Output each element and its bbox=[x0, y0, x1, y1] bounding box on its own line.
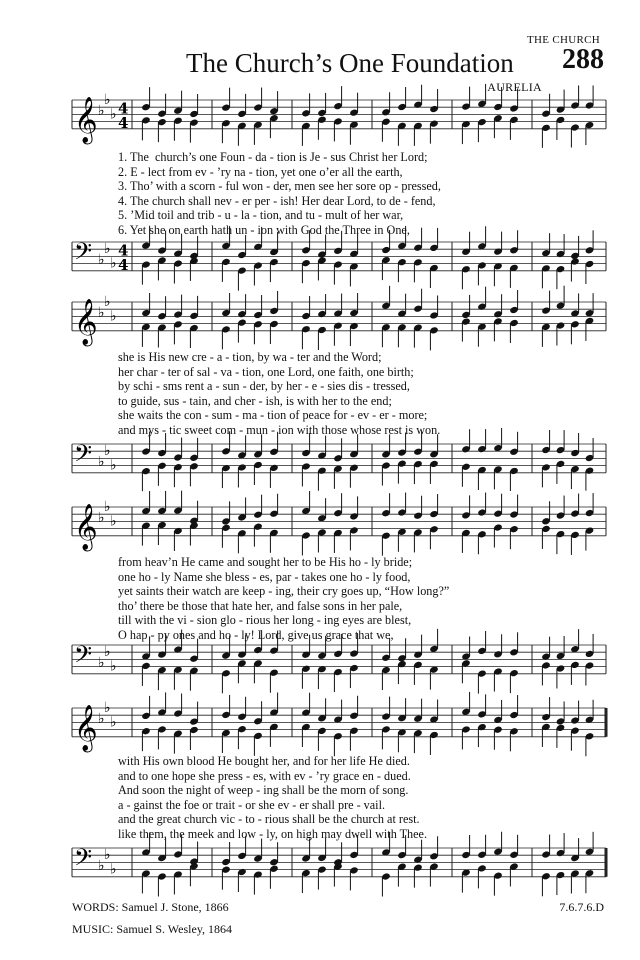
lyric-line: O hap - py ones and ho - ly! Lord, give us grace that we, bbox=[118, 627, 394, 642]
time-signature: 4 bbox=[118, 99, 129, 118]
lyrics-block bbox=[118, 350, 608, 438]
flat-icon: ♭ bbox=[104, 294, 111, 310]
flat-icon: ♭ bbox=[110, 308, 117, 325]
lyric-line: like them, the meek and low - ly, on high may dwell with Thee. bbox=[118, 826, 428, 841]
lyric-line: 2. E - lect from ev - ’ry na - tion, yet one o’er all the earth, bbox=[118, 164, 403, 179]
music-system-3 bbox=[72, 497, 608, 702]
hymn-number: 288 bbox=[562, 44, 604, 75]
lyric-line: 6. Yet she on earth hath un - ion with God the Three in One, bbox=[118, 222, 410, 237]
bass-clef-icon: 𝄢 bbox=[74, 843, 93, 877]
flat-icon: ♭ bbox=[98, 509, 105, 526]
lyric-line: a - gainst the foe or trait - or she ev - er shall pre - vail. bbox=[118, 797, 386, 812]
bass-clef-icon: 𝄢 bbox=[74, 640, 93, 674]
flat-icon: ♭ bbox=[98, 252, 105, 268]
flat-icon: ♭ bbox=[110, 457, 117, 474]
lyric-line: to guide, sus - tain, and cher - ish, is with her to the end; bbox=[118, 393, 392, 408]
flat-icon: ♭ bbox=[104, 847, 111, 864]
flat-icon: ♭ bbox=[98, 454, 105, 470]
flat-icon: ♭ bbox=[110, 106, 117, 123]
lyric-line: and mys - tic sweet com - mun - ion with those whose rest is won. bbox=[118, 422, 441, 437]
lyric-line: tho’ there be those that hate her, and false sons in her pale, bbox=[118, 598, 403, 613]
flat-icon: ♭ bbox=[104, 241, 111, 258]
lyric-line: her char - ter of sal - va - tion, one Lord, one faith, one birth; bbox=[118, 364, 414, 379]
bass-clef-icon: 𝄢 bbox=[74, 237, 93, 271]
lyric-line: one ho - ly Name she bless - es, par - takes one ho - ly food, bbox=[118, 569, 411, 584]
lyrics-block bbox=[118, 555, 608, 643]
lyric-line: from heav’n He came and sought her to be His ho - ly bride; bbox=[118, 555, 413, 569]
lyric-line: she waits the con - sum - ma - tion of peace for - ev - er - more; bbox=[118, 408, 428, 423]
lyric-line: 5. ’Mid toil and trib - u - la - tion, and tu - mult of her war, bbox=[118, 208, 404, 223]
flat-icon: ♭ bbox=[110, 255, 117, 272]
flat-icon: ♭ bbox=[98, 710, 105, 727]
lyric-line: 3. Tho’ with a scorn - ful won - der, men see her sore op - pressed, bbox=[118, 179, 441, 194]
treble-clef-icon: 𝄞 bbox=[74, 503, 98, 550]
lyric-line: yet saints their watch are keep - ing, their cry goes up, “How long?” bbox=[118, 584, 450, 599]
time-signature: 4 bbox=[118, 255, 129, 274]
bass-clef-icon: 𝄢 bbox=[74, 439, 93, 473]
lyric-line: by schi - sms rent a - sun - der, by her - e - sies dis - tressed, bbox=[118, 379, 410, 394]
flat-icon: ♭ bbox=[104, 499, 111, 515]
lyric-line: And soon the night of weep - ing shall be the morn of song. bbox=[118, 783, 409, 798]
hymn-title: The Church’s One Foundation bbox=[186, 48, 514, 78]
flat-icon: ♭ bbox=[110, 861, 117, 878]
flat-icon: ♭ bbox=[98, 102, 105, 119]
section-label: THE CHURCH bbox=[527, 34, 600, 46]
treble-clef-icon: 𝄞 bbox=[74, 704, 98, 751]
flat-icon: ♭ bbox=[110, 513, 117, 530]
lyric-line: and to one hope she press - es, with ev - ’ry grace en - dued. bbox=[118, 768, 411, 783]
lyric-line: and the great church vic - to - rious shall be the church at rest. bbox=[118, 812, 420, 827]
music-system-1 bbox=[72, 92, 608, 297]
lyric-line: with His own blood He bought her, and for her life He died. bbox=[118, 754, 410, 768]
flat-icon: ♭ bbox=[98, 304, 105, 321]
meter-label: 7.6.7.6.D bbox=[559, 900, 604, 914]
flat-icon: ♭ bbox=[104, 700, 111, 716]
lyrics-block bbox=[118, 150, 608, 238]
flat-icon: ♭ bbox=[98, 655, 105, 671]
words-credit: WORDS: Samuel J. Stone, 1866 bbox=[72, 900, 229, 914]
music-credit: MUSIC: Samuel S. Wesley, 1864 bbox=[72, 922, 233, 936]
lyric-line: she is His new cre - a - tion, by wa - ter and the Word; bbox=[118, 350, 382, 364]
music-system-4 bbox=[72, 698, 608, 898]
flat-icon: ♭ bbox=[104, 644, 111, 661]
music-system-2 bbox=[72, 292, 608, 497]
flat-icon: ♭ bbox=[104, 443, 111, 460]
lyrics-block bbox=[118, 754, 608, 842]
lyric-line: 4. The church shall nev - er per - ish! Her dear Lord, to de - fend, bbox=[118, 193, 436, 208]
treble-clef-icon: 𝄞 bbox=[74, 96, 98, 143]
treble-clef-icon: 𝄞 bbox=[74, 298, 98, 345]
tune-name: AURELIA bbox=[487, 80, 542, 94]
flat-icon: ♭ bbox=[110, 658, 117, 675]
time-signature: 4 bbox=[118, 241, 129, 260]
time-signature: 4 bbox=[118, 113, 129, 132]
flat-icon: ♭ bbox=[104, 92, 111, 108]
lyric-line: till with the vi - sion glo - rious her long - ing eyes are blest, bbox=[118, 613, 412, 628]
flat-icon: ♭ bbox=[98, 858, 105, 874]
lyric-line: 1. The church’s one Foun - da - tion is Je - sus Christ her Lord; bbox=[118, 150, 428, 164]
flat-icon: ♭ bbox=[110, 714, 117, 731]
